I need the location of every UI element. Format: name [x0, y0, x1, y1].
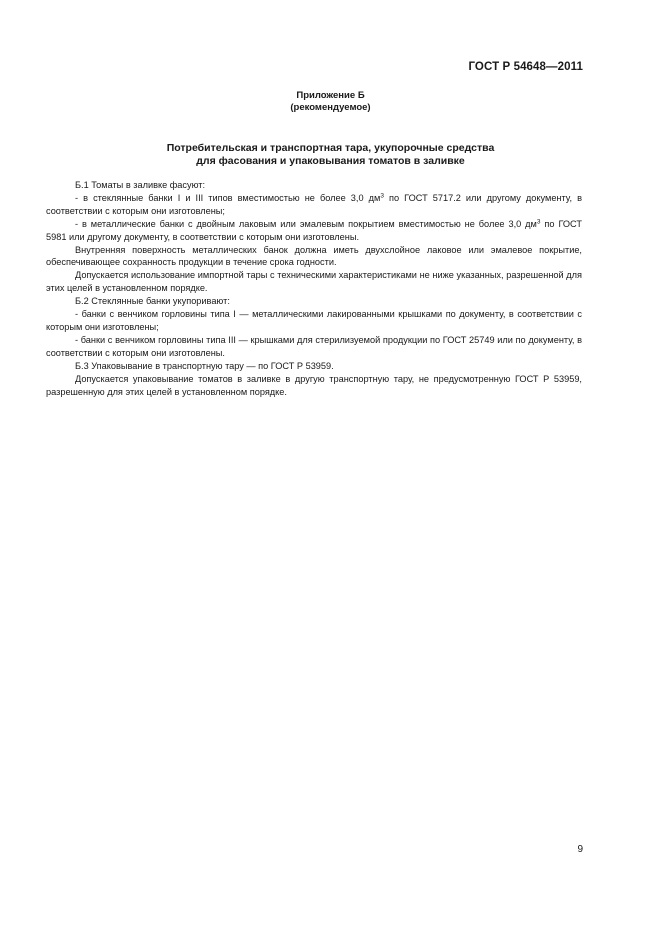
paragraph-metal-cans-part-2: по ГОСТ 5981 или другому документу, в соответствии с которым они изготовлены.	[46, 218, 582, 242]
annex-body	[46, 179, 582, 398]
annex-title	[0, 142, 661, 168]
paragraph-glass-jars	[46, 192, 582, 218]
superscript-cubic: 3	[536, 218, 541, 226]
paragraph-neck-type-1: - банки с венчиком горловины типа I — металлическими лакированными крышками по документу, в соответствии с которым они изготовлены;	[46, 309, 582, 332]
paragraph-imported-containers: Допускается использование импортной тары с техническими характеристиками не ниже указанных, разрешенной для этих целей в установленном порядке.	[46, 270, 582, 294]
paragraph-other-transport: Допускается упаковывание томатов в заливке в другую транспортную тару, не предусмотренную ГОСТ Р 53959, разрешенную для этих целей в установленном порядке.	[46, 373, 582, 397]
paragraph-b1: Б.1 Томаты в заливке фасуют:	[75, 180, 206, 190]
annex-title-line-2: для фасования и упаковывания томатов в заливке	[196, 155, 465, 167]
annex-label: Приложение Б	[296, 90, 365, 101]
paragraph-glass-jars-part-2: по ГОСТ 5717.2 или другому документу, в соответствии с которым они изготовлены;	[46, 192, 582, 216]
paragraph-b2: Б.2 Стеклянные банки укупоривают:	[75, 296, 230, 307]
annex-title-line-1: Потребительская и транспортная тара, укупорочные средства	[166, 142, 495, 154]
paragraph-b3: Б.3 Упаковывание в транспортную тару — по ГОСТ Р 53959.	[75, 360, 334, 371]
annex-label-block	[0, 90, 661, 114]
paragraph-inner-coating: Внутренняя поверхность металлических банок должна иметь двухслойное лаковое или эмалевое покрытие, обеспечивающее сохранность продукции в течение срока годности.	[46, 244, 582, 268]
paragraph-glass-jars-part-1: - в стеклянные банки I и III типов вместимостью не более 3,0 дм	[75, 192, 381, 203]
paragraph-metal-cans-part-1: - в металлические банки с двойным лаковым или эмалевым покрытием вместимостью не более 3,0 дм	[75, 218, 537, 229]
paragraph-neck-type-3: - банки с венчиком горловины типа III — крышками для стерилизуемой продукции по ГОСТ 25749 или по документу, в соответствии с которым они изготовлены.	[46, 334, 582, 358]
document-standard-number: ГОСТ Р 54648—2011	[468, 61, 583, 73]
page-number: 9	[577, 844, 583, 855]
superscript-cubic: 3	[380, 192, 384, 200]
paragraph-metal-cans	[46, 218, 582, 244]
annex-status: (рекомендуемое)	[290, 102, 371, 113]
